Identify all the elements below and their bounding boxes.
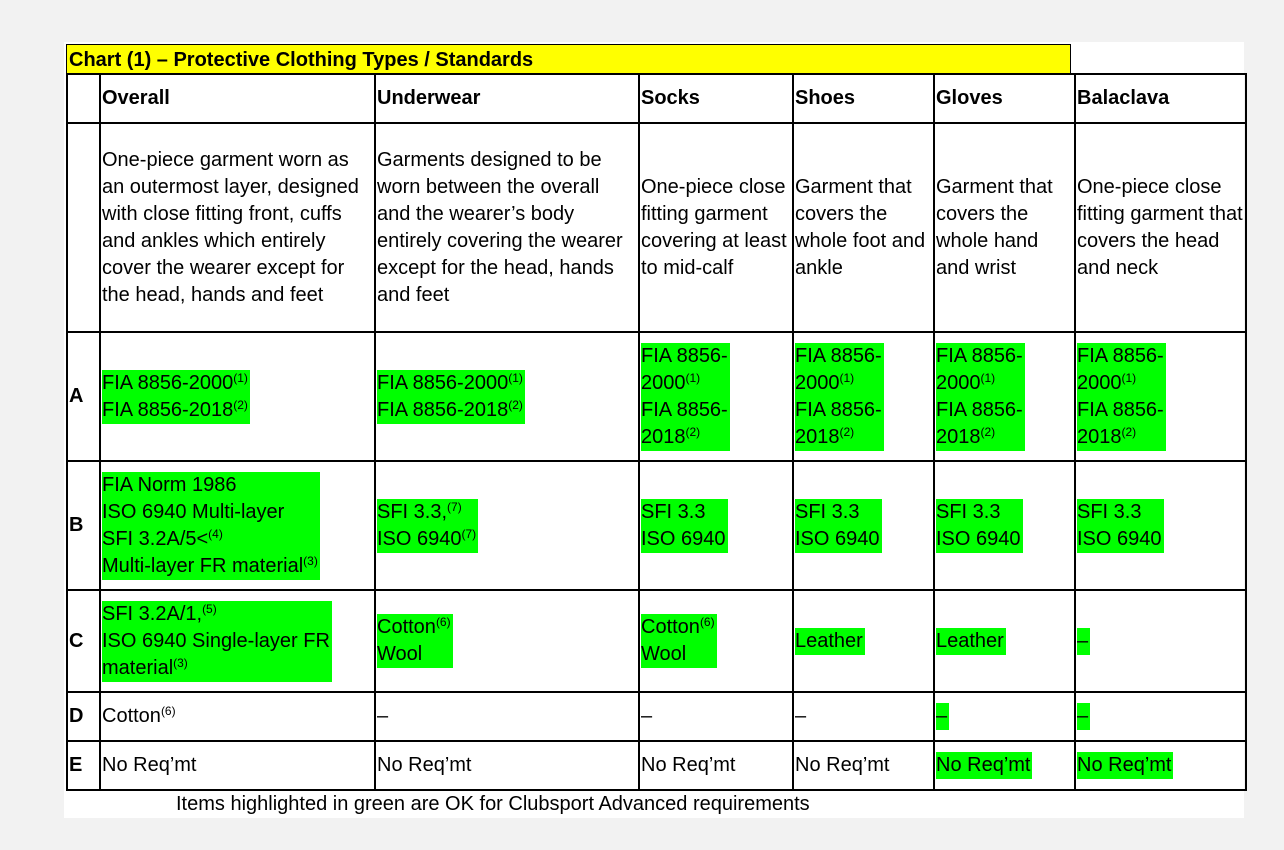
footnote: Items highlighted in green are OK for Clubsport Advanced requirements	[176, 793, 810, 815]
cell-a-overall	[100, 332, 375, 461]
row-d	[67, 692, 1246, 741]
cell-e-underwear: No Req’mt	[375, 741, 639, 790]
cell-c-socks	[639, 590, 793, 692]
highlight: No Req’mt	[936, 752, 1032, 779]
cell-a-underwear	[375, 332, 639, 461]
row-label-d: D	[67, 692, 100, 741]
row-label-b: B	[67, 461, 100, 590]
highlight: FIA 8856-2000$^{(1)}$ FIA 8856-2018$^{(2)}$	[102, 370, 250, 424]
cell-d-balaclava	[1075, 692, 1246, 741]
highlight: FIA 8856- 2000$^{(1)}$ FIA 8856- 2018$^{(2)}$	[795, 343, 884, 451]
cell-b-shoes	[793, 461, 934, 590]
cell-b-balaclava	[1075, 461, 1246, 590]
corner-cell	[67, 74, 100, 123]
cell-d-gloves	[934, 692, 1075, 741]
highlight: No Req’mt	[1077, 752, 1173, 779]
highlight: –	[936, 703, 949, 730]
row-e	[67, 741, 1246, 790]
cell-a-shoes	[793, 332, 934, 461]
highlight: Leather	[795, 628, 865, 655]
highlight: SFI 3.3 ISO 6940	[936, 499, 1023, 553]
cell-b-socks	[639, 461, 793, 590]
highlight: SFI 3.2A/1,$^{(5)}$ ISO 6940 Single-layer FR material$^{(3)}$	[102, 601, 332, 682]
cell-c-underwear	[375, 590, 639, 692]
highlight: Leather	[936, 628, 1006, 655]
row-label-c: C	[67, 590, 100, 692]
protective-clothing-table	[66, 73, 1247, 791]
cell-e-socks: No Req’mt	[639, 741, 793, 790]
header-row	[67, 74, 1246, 123]
description-row-label	[67, 123, 100, 332]
highlight: SFI 3.3,$^{(7)}$ ISO 6940$^{(7)}$	[377, 499, 478, 553]
cell-e-balaclava	[1075, 741, 1246, 790]
highlight: SFI 3.3 ISO 6940	[795, 499, 882, 553]
column-header-overall: Overall	[100, 74, 375, 123]
column-header-gloves: Gloves	[934, 74, 1075, 123]
cell-d-shoes: –	[793, 692, 934, 741]
highlight: –	[1077, 703, 1090, 730]
description-row	[67, 123, 1246, 332]
row-c	[67, 590, 1246, 692]
column-header-socks: Socks	[639, 74, 793, 123]
column-header-underwear: Underwear	[375, 74, 639, 123]
highlight: FIA Norm 1986 ISO 6940 Multi-layer SFI 3.2A/5<$^{(4)}$ Multi-layer FR material$^{(3)}$	[102, 472, 320, 580]
cell-e-gloves	[934, 741, 1075, 790]
cell-e-shoes: No Req’mt	[793, 741, 934, 790]
highlight: SFI 3.3 ISO 6940	[641, 499, 728, 553]
highlight: Cotton$^{(6)}$ Wool	[641, 614, 717, 668]
highlight: FIA 8856-2000$^{(1)}$ FIA 8856-2018$^{(2)}$	[377, 370, 525, 424]
cell-b-underwear	[375, 461, 639, 590]
cell-d-underwear: –	[375, 692, 639, 741]
cell-b-overall	[100, 461, 375, 590]
cell-a-socks	[639, 332, 793, 461]
cell-c-overall	[100, 590, 375, 692]
cell-c-shoes	[793, 590, 934, 692]
description-gloves: Garment that covers the whole hand and wrist	[934, 123, 1075, 332]
chart-title: Chart (1) – Protective Clothing Types / Standards	[69, 49, 534, 71]
highlight: FIA 8856- 2000$^{(1)}$ FIA 8856- 2018$^{(2)}$	[641, 343, 730, 451]
row-a	[67, 332, 1246, 461]
highlight: FIA 8856- 2000$^{(1)}$ FIA 8856- 2018$^{(2)}$	[936, 343, 1025, 451]
cell-e-overall: No Req’mt	[100, 741, 375, 790]
row-label-e: E	[67, 741, 100, 790]
cell-a-gloves	[934, 332, 1075, 461]
cell-c-gloves	[934, 590, 1075, 692]
description-overall: One-piece garment worn as an outermost layer, designed with close fitting front, cuffs and ankles which entirely cover the wearer except for the head, hands and feet	[100, 123, 375, 332]
row-b	[67, 461, 1246, 590]
cell-b-gloves	[934, 461, 1075, 590]
chart-title-bar	[66, 44, 1071, 73]
highlight: –	[1077, 628, 1090, 655]
cell-d-overall: Cotton$^{(6)}$	[100, 692, 375, 741]
description-underwear: Garments designed to be worn between the overall and the wearer’s body entirely covering the wearer except for the head, hands and feet	[375, 123, 639, 332]
description-balaclava: One-piece close fitting garment that covers the head and neck	[1075, 123, 1246, 332]
cell-a-balaclava	[1075, 332, 1246, 461]
highlight: FIA 8856- 2000$^{(1)}$ FIA 8856- 2018$^{(2)}$	[1077, 343, 1166, 451]
highlight: SFI 3.3 ISO 6940	[1077, 499, 1164, 553]
column-header-balaclava: Balaclava	[1075, 74, 1246, 123]
cell-d-socks: –	[639, 692, 793, 741]
column-header-shoes: Shoes	[793, 74, 934, 123]
description-shoes: Garment that covers the whole foot and ankle	[793, 123, 934, 332]
row-label-a: A	[67, 332, 100, 461]
description-socks: One-piece close fitting garment covering at least to mid-calf	[639, 123, 793, 332]
cell-c-balaclava	[1075, 590, 1246, 692]
highlight: Cotton$^{(6)}$ Wool	[377, 614, 453, 668]
